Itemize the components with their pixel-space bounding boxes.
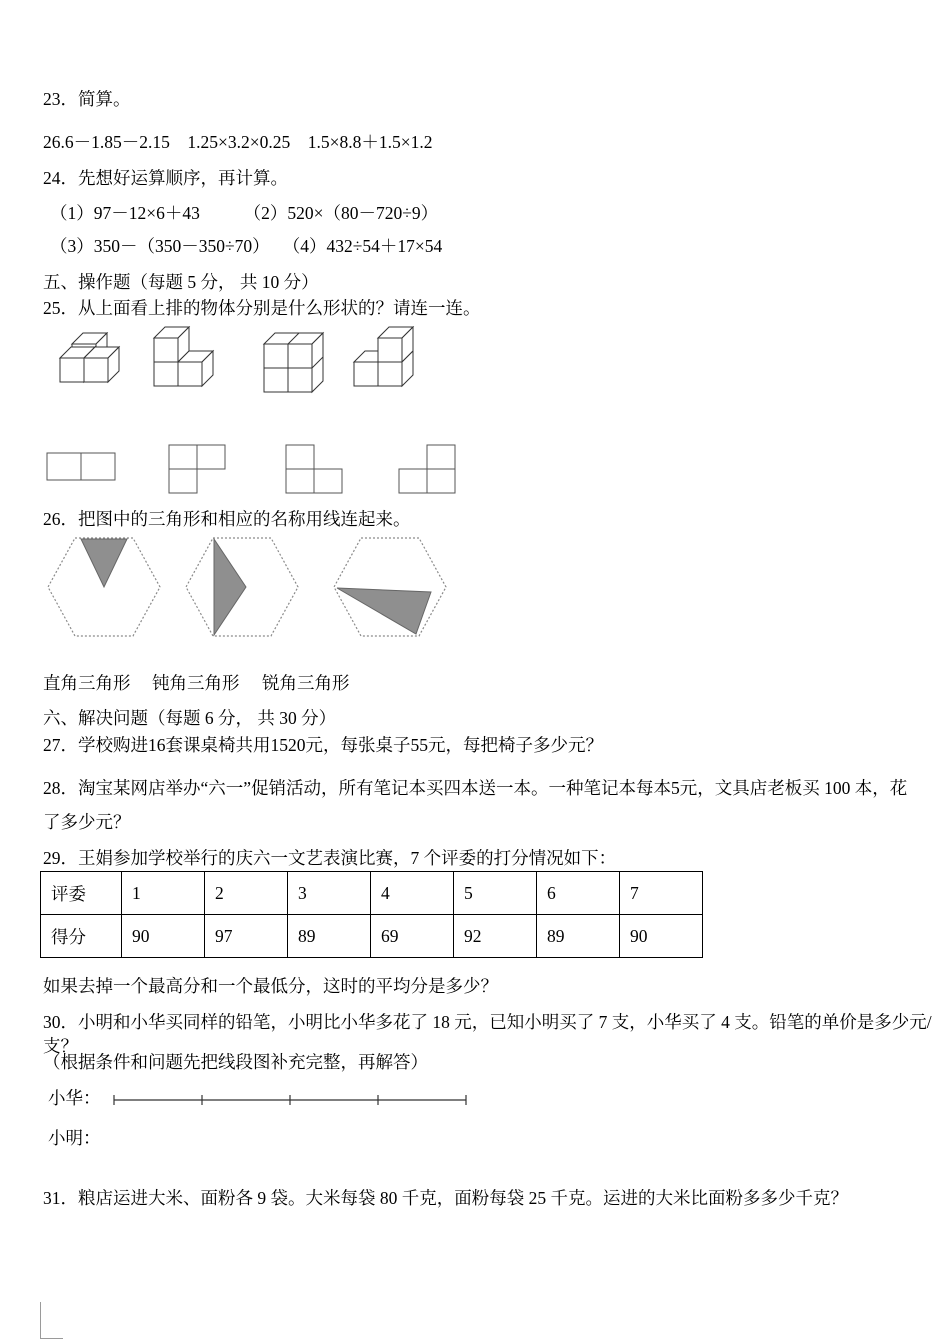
top-view-shape-4 bbox=[398, 444, 458, 496]
table-cell: 90 bbox=[122, 915, 205, 958]
cube-figure-4 bbox=[352, 326, 416, 390]
triangle-label-right: 直角三角形 bbox=[43, 673, 131, 693]
table-cell: 89 bbox=[288, 915, 371, 958]
table-cell: 评委 bbox=[41, 872, 122, 915]
table-cell: 90 bbox=[620, 915, 703, 958]
section5-heading: 五、操作题（每题 5 分， 共 10 分） bbox=[43, 272, 319, 292]
hexagon-obtuse-triangle bbox=[332, 536, 448, 638]
top-view-shape-3 bbox=[285, 444, 345, 496]
cube-figure-3 bbox=[262, 330, 326, 394]
cube-figure-2 bbox=[152, 326, 216, 390]
top-view-shape-1 bbox=[46, 452, 118, 482]
q30-line2: （根据条件和问题先把线段图补充完整，再解答） bbox=[43, 1052, 428, 1072]
table-row-scores bbox=[41, 915, 703, 958]
q29-title: 29．王娟参加学校举行的庆六一文艺表演比赛，7 个评委的打分情况如下： bbox=[43, 848, 617, 868]
score-table bbox=[40, 871, 703, 958]
table-cell: 89 bbox=[537, 915, 620, 958]
q25-title: 25．从上面看上排的物体分别是什么形状的？请连一连。 bbox=[43, 298, 481, 318]
q28-line2: 了多少元？ bbox=[43, 812, 131, 832]
table-row-judges bbox=[41, 872, 703, 915]
q26-title: 26．把图中的三角形和相应的名称用线连起来。 bbox=[43, 509, 411, 529]
q23-expressions: 26.6－1.85－2.15 1.25×3.2×0.25 1.5×8.8＋1.5×1.2 bbox=[43, 132, 433, 152]
q24-title: 24．先想好运算顺序，再计算。 bbox=[43, 168, 288, 188]
q24-line1: （1）97－12×6＋43 （2）520×（80－720÷9） bbox=[50, 203, 439, 223]
table-cell: 6 bbox=[537, 872, 620, 915]
table-cell: 1 bbox=[122, 872, 205, 915]
xiaoming-label: 小明： bbox=[48, 1128, 101, 1148]
page-border-corner bbox=[40, 1302, 63, 1339]
cube-figure-1 bbox=[58, 332, 124, 386]
table-cell: 97 bbox=[205, 915, 288, 958]
table-cell: 2 bbox=[205, 872, 288, 915]
q27-text: 27．学校购进16套课桌椅共用1520元，每张桌子55元，每把椅子多少元？ bbox=[43, 735, 603, 755]
table-cell: 5 bbox=[454, 872, 537, 915]
q24-line2: （3）350－（350－350÷70） （4）432÷54＋17×54 bbox=[50, 236, 443, 256]
table-cell: 69 bbox=[371, 915, 454, 958]
hexagon-acute-triangle bbox=[46, 536, 162, 638]
table-cell: 得分 bbox=[41, 915, 122, 958]
hexagon-tall-triangle bbox=[184, 536, 300, 638]
xiaohua-segment-diagram bbox=[112, 1092, 468, 1108]
q28-line1: 28．淘宝某网店举办“六一”促销活动，所有笔记本买四本送一本。一种笔记本每本5元，文具店老板买 100 本，花 bbox=[43, 778, 908, 798]
section6-heading: 六、解决问题（每题 6 分， 共 30 分） bbox=[43, 708, 337, 728]
xiaohua-label: 小华： bbox=[48, 1088, 101, 1108]
q23-title: 23．简算。 bbox=[43, 89, 131, 109]
table-cell: 92 bbox=[454, 915, 537, 958]
q29-question: 如果去掉一个最高分和一个最低分，这时的平均分是多少？ bbox=[43, 976, 498, 996]
q30-line1: 30．小明和小华买同样的铅笔，小明比小华多花了 18 元，已知小明买了 7 支，小华买了 4 支。铅笔的单价是多少元/支？ bbox=[43, 1012, 932, 1056]
top-view-shape-2 bbox=[168, 444, 228, 496]
table-cell: 7 bbox=[620, 872, 703, 915]
triangle-label-acute: 锐角三角形 bbox=[262, 673, 350, 693]
table-cell: 3 bbox=[288, 872, 371, 915]
table-cell: 4 bbox=[371, 872, 454, 915]
q31-text: 31．粮店运进大米、面粉各 9 袋。大米每袋 80 千克，面粉每袋 25 千克。运进的大米比面粉多多少千克？ bbox=[43, 1188, 848, 1208]
triangle-label-obtuse: 钝角三角形 bbox=[152, 673, 240, 693]
